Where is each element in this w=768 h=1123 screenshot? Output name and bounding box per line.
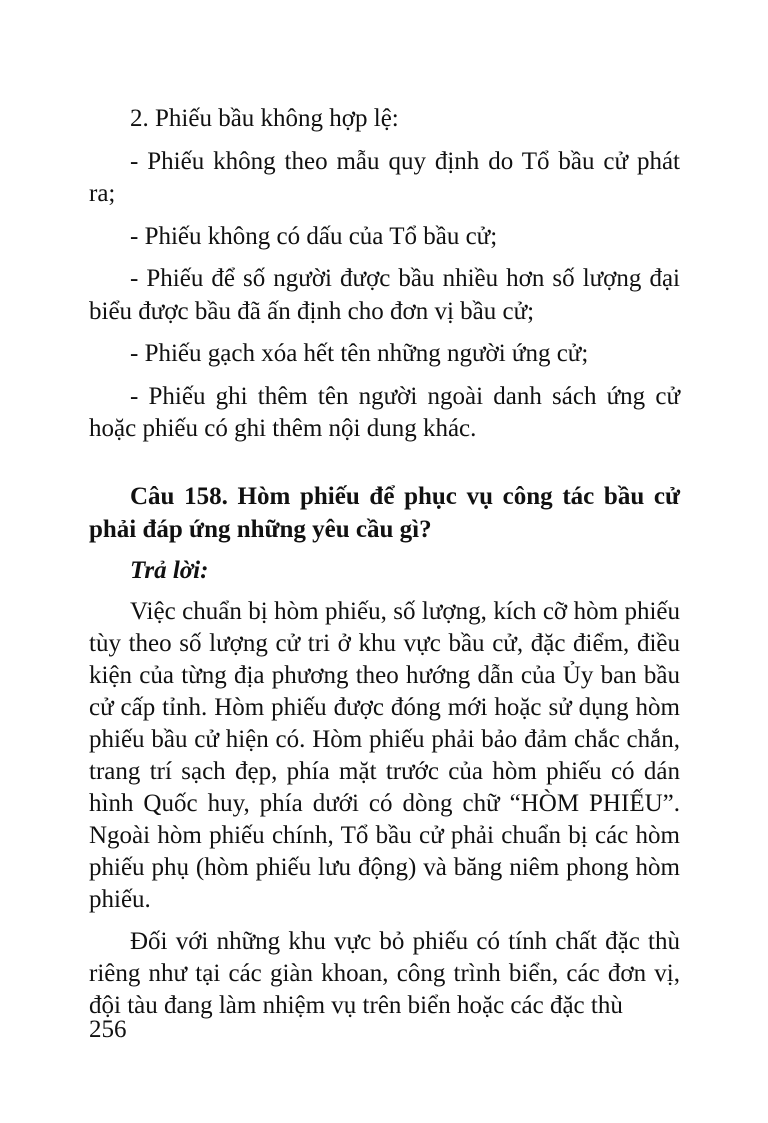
- invalid-ballot-section: [89, 103, 680, 446]
- answer-label: Trả lời:: [130, 556, 209, 584]
- list-item: - Phiếu không có dấu của Tổ bầu cử;: [130, 222, 498, 250]
- page-number: 256: [89, 1016, 127, 1043]
- answer-paragraph: Đối với những khu vực bỏ phiếu có tính chất đặc thù riêng như tại các giàn khoan, công trình biển, các đơn vị, đội tàu đang làm nhiệm vụ trên biển hoặc các đặc thù: [89, 928, 680, 1019]
- answer-paragraph: Việc chuẩn bị hòm phiếu, số lượng, kích cỡ hòm phiếu tùy theo số lượng cử tri ở khu vực bầu cử, đặc điểm, điều kiện của từng địa phương theo hướng dẫn của Ủy ban bầu cử cấp tỉnh. Hòm phiếu được đóng mới hoặc sử dụng hòm phiếu bầu cử hiện có. Hòm phiếu phải bảo đảm chắc chắn, trang trí sạch đẹp, phía mặt trước của hòm phiếu có dán hình Quốc huy, phía dưới có dòng chữ “HÒM PHIẾU”. Ngoài hòm phiếu chính, Tổ bầu cử phải chuẩn bị các hòm phiếu phụ (hòm phiếu lưu động) và băng niêm phong hòm phiếu.: [89, 598, 680, 913]
- section-heading: 2. Phiếu bầu không hợp lệ:: [130, 105, 399, 132]
- list-item: - Phiếu gạch xóa hết tên những người ứng cử;: [130, 340, 589, 367]
- list-item: - Phiếu để số người được bầu nhiều hơn số lượng đại biểu được bầu đã ấn định cho đơn vị bầu cử;: [89, 265, 680, 325]
- list-item: - Phiếu không theo mẫu quy định do Tổ bầu cử phát ra;: [89, 147, 680, 207]
- book-page: [89, 103, 680, 1022]
- list-item: - Phiếu ghi thêm tên người ngoài danh sách ứng cử hoặc phiếu có ghi thêm nội dung khác.: [89, 382, 680, 442]
- question-heading: Câu 158. Hòm phiếu để phục vụ công tác bầu cử phải đáp ứng những yêu cầu gì?: [89, 482, 680, 543]
